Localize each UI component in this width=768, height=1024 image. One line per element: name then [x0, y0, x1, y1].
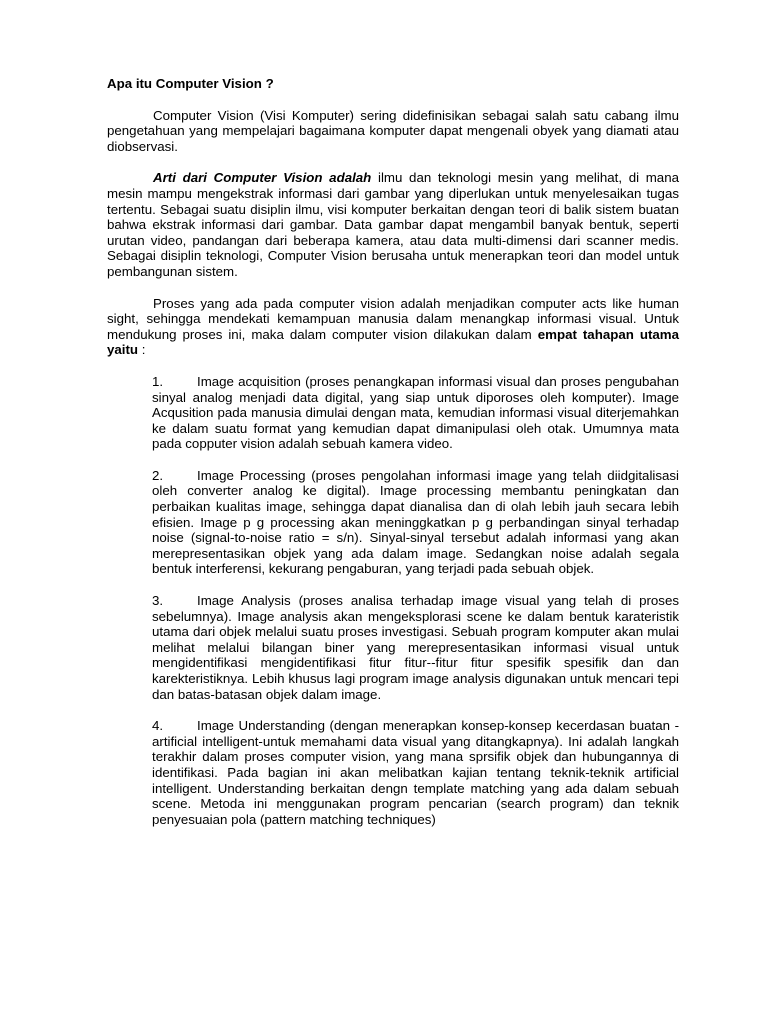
list-item-text: Image Processing (proses pengolahan informasi image yang telah diidgitalisasi oleh converter analog ke digital). Image processing membantu peningkatan dan perbaikan kualitas image, sehingga dapat dianalisa dan di olah lebih jauh secara lebih efisien. Image p g processing akan meninggkatkan p g perbandingan sinyal terhadap noise (signal-to-noise ratio = s/n). Sinyal-sinyal tersebut adalah informasi yang akan merepresentasikan objek yang ada dalam image. Sedangkan noise adalah segala bentuk interferensi, kekurang pengaburan, yang terjadi pada sebuah objek.	[152, 467, 679, 577]
stages-list	[152, 374, 679, 827]
meaning-body: ilmu dan teknologi mesin yang melihat, di mana mesin mampu mengekstrak informasi dari gambar yang diperlukan untuk menyelesaikan tugas tertentu. Sebagai suatu disiplin ilmu, visi komputer berkaitan dengan teori di balik sistem buatan bahwa ekstrak informasi dari gambar. Data gambar dapat mengambil banyak bentuk, seperti urutan video, pandangan dari beberapa kamera, atau data multi-dimensi dari scanner medis. Sebagai disiplin teknologi, Computer Vision berusaha untuk menerapkan teori dan model untuk pembangunan sistem.	[107, 170, 679, 279]
process-end: :	[138, 342, 146, 358]
paragraph-definition: Computer Vision (Visi Komputer) sering didefinisikan sebagai salah satu cabang ilmu pengetahuan yang mempelajari bagaimana komputer dapat mengenali obyek yang diamati atau diobservasi.	[107, 107, 679, 154]
list-item	[152, 718, 679, 827]
list-item-number: 3.	[152, 593, 164, 609]
list-item-text: Image acquisition (proses penangkapan informasi visual dan proses pengubahan sinyal analog menjadi data digital, yang siap untuk diporoses oleh komputer). Image Acqusition pada manusia dimulai dengan mata, kemudian informasi visual diterjemahkan ke dalam suatu format yang kemudian dapat dimanipulasi oleh otak. Umumnya mata pada copputer vision adalah sebuah kamera video.	[152, 373, 679, 452]
list-item	[152, 374, 679, 452]
document-page	[107, 76, 679, 843]
process-bold-phrase: empat tahapan utama yaitu	[107, 326, 679, 358]
list-item	[152, 593, 679, 702]
document-title: Apa itu Computer Vision ?	[107, 76, 274, 91]
list-item-text: Image Understanding (dengan menerapkan konsep-konsep kecerdasan buatan -artificial intelligent-untuk memahami data visual yang ditangkapnya). Ini adalah langkah terakhir dalam proses computer vision, yang mana sprsifik objek dan hubungannya di identifikasi. Pada bagian ini akan melibatkan kajian tentang teknik-teknik artificial intelligent. Understanding berkaitan dengn template matching yang ada dalam sebuah scene. Metoda ini menggunakan program pencarian (search program) dan teknik penyesuaian pola (pattern matching techniques)	[152, 718, 679, 827]
paragraph-process	[107, 296, 679, 358]
meaning-lead-phrase: Arti dari Computer Vision adalah	[153, 170, 372, 186]
list-item-text: Image Analysis (proses analisa terhadap image visual yang telah di proses sebelumnya). Image analysis akan mengeksplorasi scene ke dalam bentuk karateristik utama dari objek melalui suatu proses investigasi. Sebuah program komputer akan mulai melihat melalui bilangan biner yang merepresentasikan informasi visual untuk mengidentifikasi mengidentifikasi fitur fitur--fitur fitur spesifik spesifik dan dan karekteristiknya. Lebih khusus lagi program image analysis digunakan untuk mencari tepi dan batas-batasan objek dalam image.	[152, 593, 679, 702]
list-item-number: 2.	[152, 467, 164, 483]
process-body: Proses yang ada pada computer vision adalah menjadikan computer acts like human sight, sehingga mendekati kemampuan manusia dalam menangkap informasi visual. Untuk mendukung proses ini, maka dalam computer vision dilakukan dalam	[107, 295, 679, 342]
list-item-number: 1.	[152, 373, 164, 389]
list-item-number: 4.	[152, 718, 164, 734]
paragraph-meaning	[107, 170, 679, 279]
list-item	[152, 468, 679, 577]
